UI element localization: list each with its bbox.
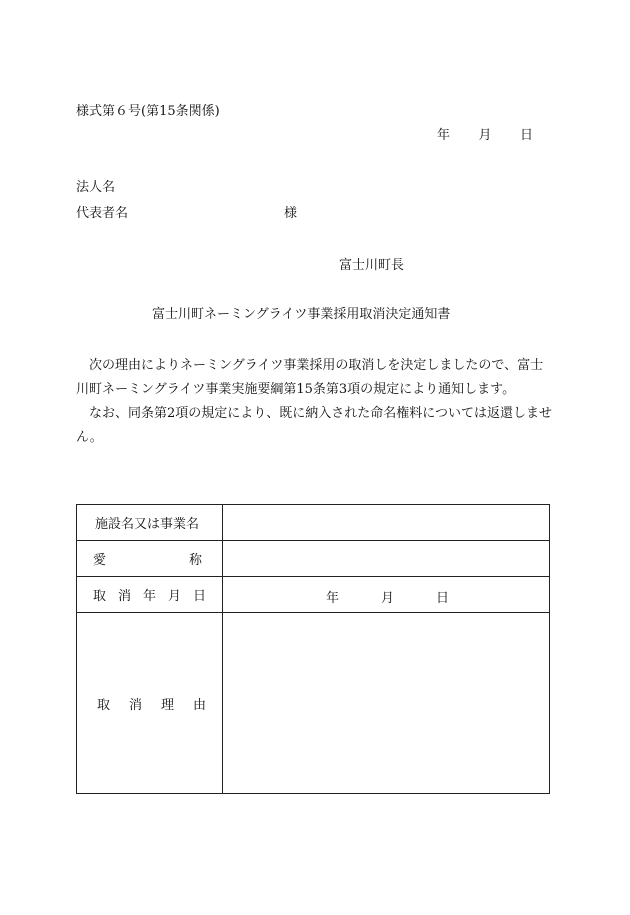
cancel-date-value-cell <box>223 577 550 613</box>
representative-name-label: 代表者名 <box>76 206 129 221</box>
sender-name: 富士川町長 <box>339 258 405 273</box>
cancel-date-day: 日 <box>436 590 450 606</box>
facility-label-cell <box>77 505 223 541</box>
cancel-date-label-cell <box>77 577 223 613</box>
notice-body <box>76 354 554 450</box>
cancel-date-month: 月 <box>381 590 395 606</box>
date-day: 日 <box>519 128 533 143</box>
table-row-nickname <box>77 541 550 577</box>
date-month: 月 <box>478 128 492 143</box>
nickname-label: 愛 称 <box>93 553 202 568</box>
facility-label: 施設名又は事業名 <box>95 517 200 532</box>
document-title: 富士川町ネーミングライツ事業採用取消決定通知書 <box>152 307 451 322</box>
cancel-date-year: 年 <box>326 590 340 606</box>
corporation-name-label: 法人名 <box>76 180 116 195</box>
form-number: 様式第６号(第15条関係) <box>76 104 220 119</box>
cancel-date-value <box>223 587 549 606</box>
body-paragraph-2: なお、同条第2項の規定により、既に納入された命名権料については返還しません。 <box>76 406 553 445</box>
reason-value-cell <box>223 613 550 794</box>
table-row-cancel-date <box>77 577 550 613</box>
cancel-date-label: 取 消 年 月 日 <box>93 589 206 604</box>
facility-value-cell <box>223 505 550 541</box>
reason-label: 取 消 理 由 <box>97 697 206 713</box>
date-year: 年 <box>437 128 451 143</box>
nickname-value-cell <box>223 541 550 577</box>
nickname-label-cell <box>77 541 223 577</box>
reason-label-cell <box>77 613 223 794</box>
table-row-facility <box>77 505 550 541</box>
cancellation-table <box>76 504 550 794</box>
table-row-reason <box>77 613 550 794</box>
date-header <box>437 128 533 144</box>
body-paragraph-1: 次の理由によりネーミングライツ事業採用の取消しを決定しましたので、富士川町ネーミングライツ事業実施要綱第15条第3項の規定により通知します。 <box>76 358 544 397</box>
honorific: 様 <box>284 206 298 221</box>
